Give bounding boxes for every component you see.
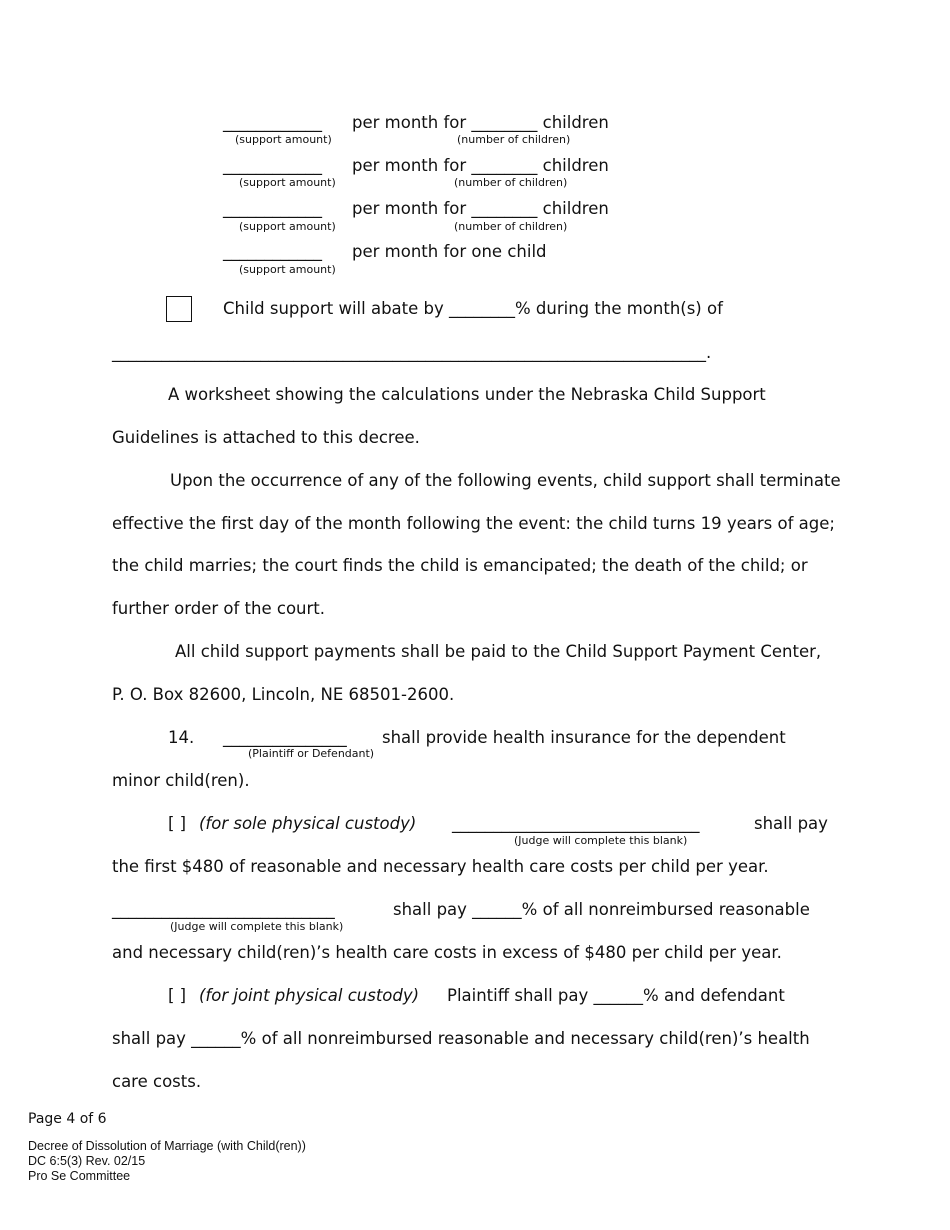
plaintiff-or-defendant-caption: (Plaintiff or Defendant) <box>248 747 375 760</box>
worksheet-line-1: A worksheet showing the calculations under the Nebraska Child Support <box>168 385 766 404</box>
number-of-children-caption: (number of children) <box>457 133 571 146</box>
support-amount-caption: (support amount) <box>239 176 336 189</box>
committee: Pro Se Committee <box>28 1169 131 1183</box>
sole-judge-blank: ______________________________ <box>452 814 700 833</box>
form-code: DC 6:5(3) Rev. 02/15 <box>28 1154 146 1168</box>
sole-shall-pay: shall pay <box>754 814 828 833</box>
sole-judge-caption-2: (Judge will complete this blank) <box>170 920 344 933</box>
sole-line-2: the first $480 of reasonable and necessary health care costs per child per year. <box>112 857 769 876</box>
support-amount-blank: ____________ <box>223 242 322 261</box>
terminate-line-4: further order of the court. <box>112 599 325 618</box>
support-row-text: per month for one child <box>352 242 547 261</box>
abate-checkbox[interactable] <box>166 296 192 322</box>
sole-line-4: and necessary child(ren)’s health care costs in excess of $480 per child per year. <box>112 943 782 962</box>
item-14-line-2: minor child(ren). <box>112 771 250 790</box>
sole-judge-blank-2: ___________________________ <box>112 900 335 919</box>
joint-custody-label: (for joint physical custody) <box>199 986 420 1005</box>
support-row-text: per month for ________ children <box>352 199 609 218</box>
worksheet-line-2: Guidelines is attached to this decree. <box>112 428 420 447</box>
page-number: Page 4 of 6 <box>28 1111 107 1127</box>
number-of-children-caption: (number of children) <box>454 176 568 189</box>
support-row-text: per month for ________ children <box>352 113 609 132</box>
sole-judge-caption: (Judge will complete this blank) <box>514 834 688 847</box>
joint-line-1: Plaintiff shall pay ______% and defendant <box>447 986 785 1005</box>
sole-custody-label: (for sole physical custody) <box>199 814 417 833</box>
item-14-text: shall provide health insurance for the dependent <box>382 728 786 747</box>
abate-months-line: ________________________________________________________________________. <box>112 343 712 362</box>
support-amount-blank: ____________ <box>223 199 322 218</box>
form-title: Decree of Dissolution of Marriage (with Child(ren)) <box>28 1139 306 1153</box>
sole-line-3: shall pay ______% of all nonreimbursed reasonable <box>393 900 810 919</box>
terminate-line-2: effective the first day of the month following the event: the child turns 19 years of age; <box>112 514 835 533</box>
support-amount-caption: (support amount) <box>239 263 336 276</box>
support-amount-blank: ____________ <box>223 156 322 175</box>
terminate-line-3: the child marries; the court finds the child is emancipated; the death of the child; or <box>112 556 808 575</box>
support-amount-caption: (support amount) <box>235 133 332 146</box>
item-14-number: 14. <box>168 728 195 747</box>
support-row-text: per month for ________ children <box>352 156 609 175</box>
support-amount-blank: ____________ <box>223 113 322 132</box>
terminate-line-1: Upon the occurrence of any of the following events, child support shall terminate <box>170 471 841 490</box>
joint-line-2: shall pay ______% of all nonreimbursed reasonable and necessary child(ren)’s health <box>112 1029 810 1048</box>
sole-custody-checkbox[interactable]: [ ] <box>168 814 187 833</box>
joint-line-3: care costs. <box>112 1072 202 1091</box>
abate-text: Child support will abate by ________% during the month(s) of <box>223 299 723 318</box>
support-amount-caption: (support amount) <box>239 220 336 233</box>
payments-line-2: P. O. Box 82600, Lincoln, NE 68501-2600. <box>112 685 455 704</box>
plaintiff-or-defendant-blank: _______________ <box>223 728 347 747</box>
number-of-children-caption: (number of children) <box>454 220 568 233</box>
joint-custody-checkbox[interactable]: [ ] <box>168 986 187 1005</box>
payments-line-1: All child support payments shall be paid to the Child Support Payment Center, <box>175 642 822 661</box>
